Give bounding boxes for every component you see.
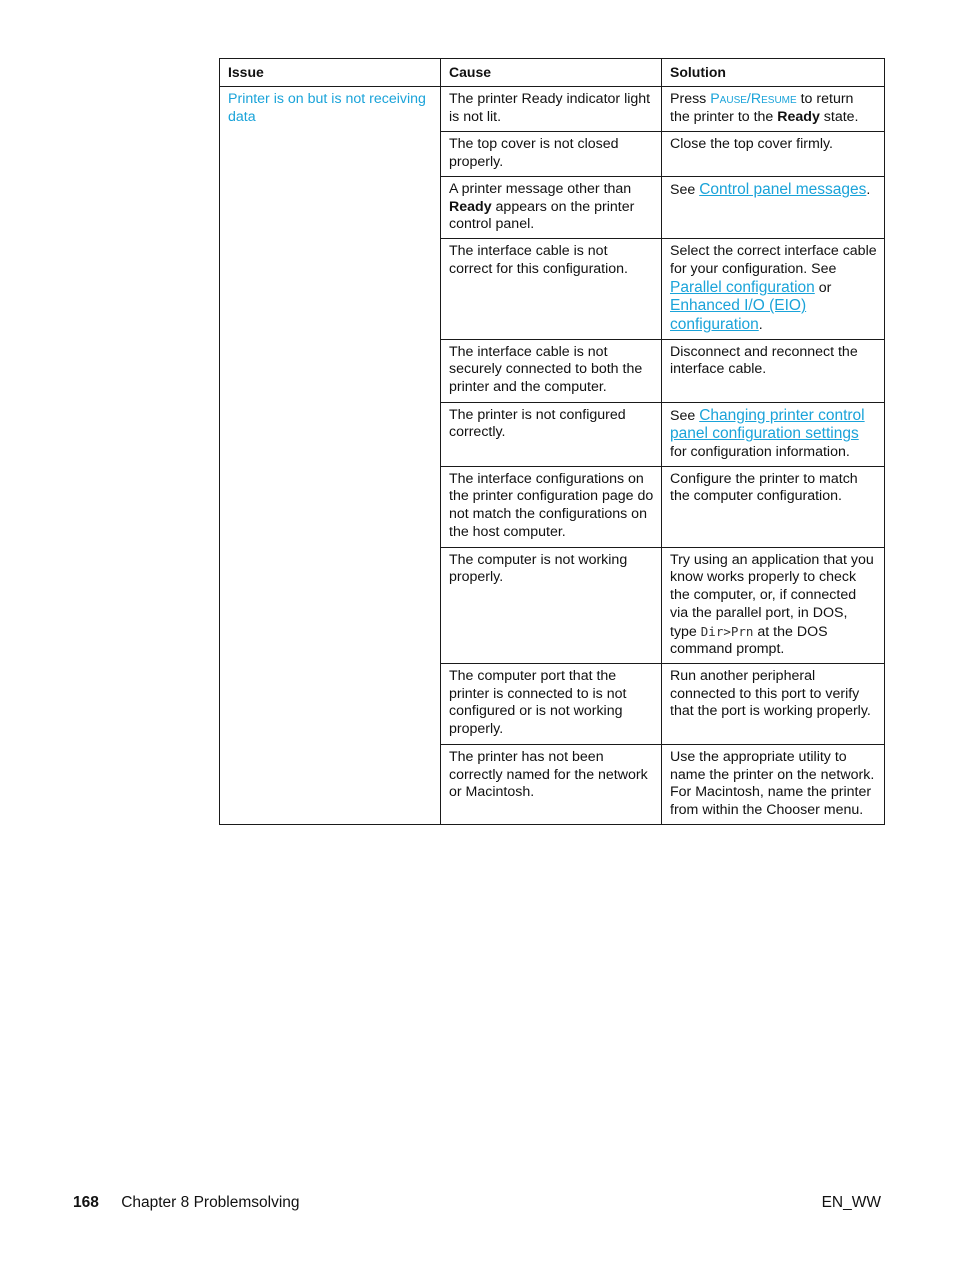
- dos-command: Dir>Prn: [700, 623, 754, 639]
- cause-cell: The interface configurations on the printer configuration page do not match the configurations on the host computer.: [441, 466, 662, 547]
- table-row: [220, 663, 885, 744]
- parallel-configuration-link[interactable]: Parallel configuration: [670, 278, 815, 296]
- cause-cell: The computer is not working properly.: [441, 547, 662, 663]
- table-row: [220, 132, 885, 177]
- solution-cell: Use the appropriate utility to name the printer on the network. For Macintosh, name the printer from within the Chooser menu.: [662, 744, 885, 824]
- header-cause: Cause: [441, 59, 662, 87]
- solution-cell: Select the correct interface cable for your configuration. See Parallel configuration or Enhanced I/O (EIO) configuration.: [662, 239, 885, 340]
- page-number: 168: [73, 1194, 99, 1211]
- solution-cell: Configure the printer to match the computer configuration.: [662, 466, 885, 547]
- issue-cell-empty: [220, 339, 441, 402]
- pause-resume-key: Pause/Resume: [710, 91, 797, 107]
- table-header-row: [220, 59, 885, 87]
- issue-cell-empty: [220, 744, 441, 824]
- issue-cell: [220, 87, 441, 132]
- cause-cell: The top cover is not closed properly.: [441, 132, 662, 177]
- issue-cell-empty: [220, 239, 441, 340]
- solution-cell: Press Pause/Resume to return the printer to the Ready state.: [662, 87, 885, 132]
- header-solution: Solution: [662, 59, 885, 87]
- table-row: [220, 402, 885, 466]
- solution-cell: Run another peripheral connected to this port to verify that the port is working properly.: [662, 663, 885, 744]
- cause-cell: The computer port that the printer is connected to is not configured or is not working properly.: [441, 663, 662, 744]
- chapter-title: Chapter 8 Problemsolving: [121, 1194, 300, 1211]
- issue-cell-empty: [220, 663, 441, 744]
- cause-cell: The printer is not configured correctly.: [441, 402, 662, 466]
- issue-cell-empty: [220, 547, 441, 663]
- header-issue: Issue: [220, 59, 441, 87]
- table-row: [220, 547, 885, 663]
- cause-cell: The printer has not been correctly named for the network or Macintosh.: [441, 744, 662, 824]
- control-panel-messages-link[interactable]: Control panel messages: [699, 181, 867, 198]
- cause-cell: The interface cable is not correct for this configuration.: [441, 239, 662, 340]
- issue-cell-empty: [220, 402, 441, 466]
- cause-cell: The printer Ready indicator light is not lit.: [441, 87, 662, 132]
- edition-label: EN_WW: [821, 1194, 881, 1211]
- table-row: [220, 239, 885, 340]
- eio-configuration-link[interactable]: Enhanced I/O (EIO) configuration: [670, 297, 807, 333]
- solution-cell: Disconnect and reconnect the interface cable.: [662, 339, 885, 402]
- cause-cell: The interface cable is not securely connected to both the printer and the computer.: [441, 339, 662, 402]
- cause-cell: A printer message other than Ready appears on the printer control panel.: [441, 177, 662, 239]
- solution-cell: See Control panel messages.: [662, 177, 885, 239]
- page-footer-left: [73, 1194, 300, 1212]
- issue-link[interactable]: Printer is on but is not receiving data: [228, 91, 426, 125]
- changing-control-panel-settings-link[interactable]: Changing printer control panel configuration settings: [670, 406, 865, 443]
- troubleshooting-table: [219, 58, 885, 825]
- solution-cell: Close the top cover firmly.: [662, 132, 885, 177]
- issue-cell-empty: [220, 177, 441, 239]
- table-row: [220, 466, 885, 547]
- table-row: [220, 744, 885, 824]
- table-row: [220, 177, 885, 239]
- issue-cell-empty: [220, 466, 441, 547]
- issue-cell-empty: [220, 132, 441, 177]
- solution-cell: See Changing printer control panel configuration settings for configuration information.: [662, 402, 885, 466]
- table-row: [220, 87, 885, 132]
- solution-cell: Try using an application that you know works properly to check the computer, or, if connected via the parallel port, in DOS, type Dir>Prn at the DOS command prompt.: [662, 547, 885, 663]
- table-row: [220, 339, 885, 402]
